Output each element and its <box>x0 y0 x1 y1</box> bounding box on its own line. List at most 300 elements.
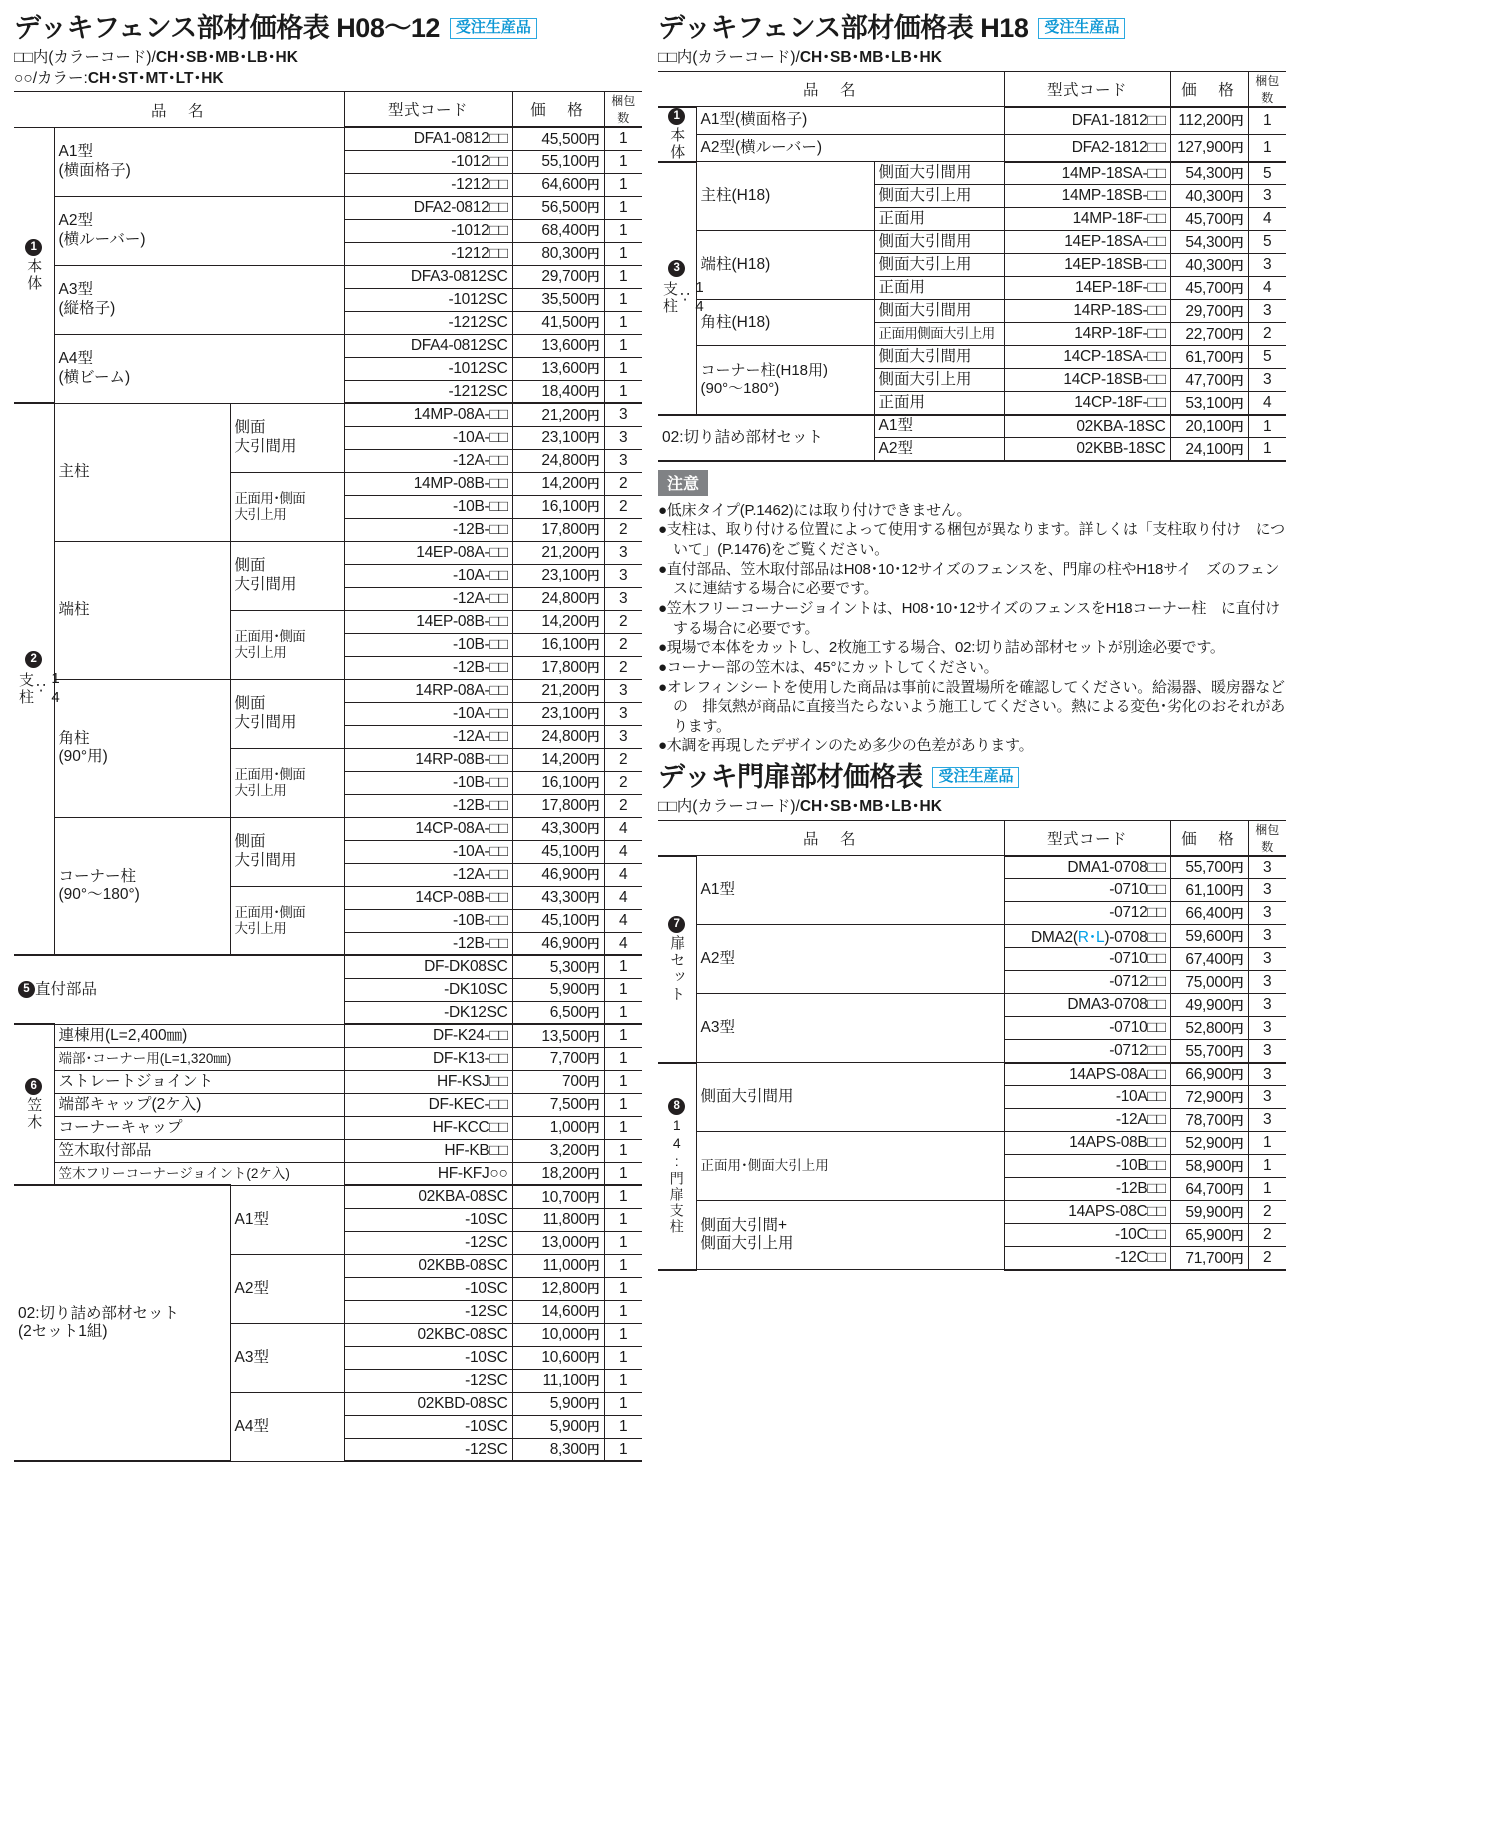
trim-set-type-cell: A2型 <box>874 438 1004 461</box>
table-row <box>658 1132 1286 1155</box>
direct-mount-name-cell <box>14 955 344 1024</box>
door-set-group-cell <box>658 856 696 1063</box>
col-header-qty: 梱包数 <box>1248 820 1286 856</box>
caution-item: ●コーナー部の笠木は、45°にカットしてください。 <box>658 658 999 676</box>
yen-unit: 円 <box>587 293 600 308</box>
model-code-cell: HF-KFJ○○ <box>344 1162 512 1185</box>
model-code-cell: -10SC <box>344 1346 512 1369</box>
model-code-cell: -12B-□□ <box>344 518 512 541</box>
yen-unit: 円 <box>1231 189 1244 204</box>
price-cell: 43,300円 <box>512 886 604 909</box>
pillar-usage-cell: 側面大引上用 <box>874 185 1004 208</box>
price-cell: 66,900円 <box>1170 1063 1248 1086</box>
package-qty-cell: 3 <box>604 403 642 426</box>
price-cell: 14,200円 <box>512 472 604 495</box>
model-code-cell: -10A-□□ <box>344 564 512 587</box>
price-cell: 45,100円 <box>512 909 604 932</box>
model-code-cell: -1012□□ <box>344 219 512 242</box>
product-name-cell: A4型 (横ビーム) <box>54 334 344 403</box>
model-code-cell: -12A-□□ <box>344 725 512 748</box>
package-qty-cell: 2 <box>1248 1201 1286 1224</box>
package-qty-cell: 3 <box>1248 1040 1286 1063</box>
price-cell: 67,400円 <box>1170 948 1248 971</box>
group-number-badge: 3 <box>668 260 685 277</box>
package-qty-cell: 3 <box>604 564 642 587</box>
col-header-name: 品 名 <box>14 92 344 128</box>
price-cell: 43,300円 <box>512 817 604 840</box>
yen-unit: 円 <box>587 1328 600 1343</box>
col-header-price: 価 格 <box>1170 71 1248 107</box>
model-code-cell: -12B-□□ <box>344 932 512 955</box>
package-qty-cell: 3 <box>1248 300 1286 323</box>
model-code-cell: 14MP-08A-□□ <box>344 403 512 426</box>
table-row <box>658 107 1286 135</box>
yen-unit: 円 <box>587 270 600 285</box>
color-note-r-plain: □□内(カラーコード)/ <box>658 49 800 67</box>
package-qty-cell: 3 <box>604 725 642 748</box>
yen-unit: 円 <box>587 569 600 584</box>
yen-unit: 円 <box>1231 1136 1244 1151</box>
group-label-cell <box>658 107 696 162</box>
price-cell: 55,700円 <box>1170 856 1248 879</box>
yen-unit: 円 <box>587 316 600 331</box>
price-cell: 11,800円 <box>512 1208 604 1231</box>
price-cell: 64,700円 <box>1170 1178 1248 1201</box>
yen-unit: 円 <box>1231 883 1244 898</box>
price-cell: 64,600円 <box>512 173 604 196</box>
package-qty-cell: 2 <box>604 518 642 541</box>
yen-unit: 円 <box>587 1098 600 1113</box>
col-header-price: 価 格 <box>1170 820 1248 856</box>
yen-unit: 円 <box>1231 396 1244 411</box>
model-code-cell: -1012SC <box>344 288 512 311</box>
model-code-cell: -1012□□ <box>344 150 512 173</box>
yen-unit: 円 <box>1231 258 1244 273</box>
table-row <box>658 1063 1286 1086</box>
model-code-cell: -1012SC <box>344 357 512 380</box>
pillar-usage-cell: 側面大引間用 <box>874 300 1004 323</box>
yen-unit: 円 <box>587 1397 600 1412</box>
model-code-cell: DFA2-0812□□ <box>344 196 512 219</box>
pillar-usage-cell: 正面用･側面 大引上用 <box>230 472 344 541</box>
col-header-name: 品 名 <box>658 71 1004 107</box>
package-qty-cell: 3 <box>604 449 642 472</box>
table-row <box>658 346 1286 369</box>
yen-unit: 円 <box>587 799 600 814</box>
package-qty-cell: 4 <box>604 863 642 886</box>
model-code-cell: 02KBA-18SC <box>1004 415 1170 438</box>
door-type-cell: A2型 <box>696 925 1004 994</box>
package-qty-cell: 3 <box>1248 902 1286 925</box>
pillar-name-cell: コーナー柱 (90°〜180°) <box>54 817 230 955</box>
model-code-cell: 14EP-18F-□□ <box>1004 277 1170 300</box>
yen-unit: 円 <box>587 1029 600 1044</box>
yen-unit: 円 <box>587 730 600 745</box>
model-code-cell: -DK12SC <box>344 1001 512 1024</box>
package-qty-cell: 2 <box>604 610 642 633</box>
code-rl-marker: R･L <box>1077 929 1105 947</box>
package-qty-cell: 3 <box>1248 879 1286 902</box>
pillar-usage-cell: 正面用･側面 大引上用 <box>230 748 344 817</box>
trim-set-type-cell: A4型 <box>230 1392 344 1461</box>
model-code-cell: -0712□□ <box>1004 1040 1170 1063</box>
package-qty-cell: 1 <box>604 311 642 334</box>
price-cell: 6,500円 <box>512 1001 604 1024</box>
model-code-cell: -0710□□ <box>1004 948 1170 971</box>
yen-unit: 円 <box>587 960 600 975</box>
yen-unit: 円 <box>1231 281 1244 296</box>
package-qty-cell: 3 <box>1248 1109 1286 1132</box>
caution-item: ●現場で本体をカットし、2枚施工する場合、02:切り詰め部材セットが別途必要です。 <box>658 639 1225 657</box>
model-code-cell: -12SC <box>344 1438 512 1461</box>
pillar-usage-cell: 側面大引間用 <box>874 231 1004 254</box>
price-cell: 24,800円 <box>512 725 604 748</box>
price-cell: 40,300円 <box>1170 185 1248 208</box>
package-qty-cell: 2 <box>604 633 642 656</box>
color-code-note-left <box>14 48 642 89</box>
model-code-cell: 02KBC-08SC <box>344 1323 512 1346</box>
model-code-cell: 14RP-18F-□□ <box>1004 323 1170 346</box>
price-cell: 16,100円 <box>512 771 604 794</box>
package-qty-cell: 1 <box>604 1162 642 1185</box>
package-qty-cell: 4 <box>1248 208 1286 231</box>
package-qty-cell: 4 <box>604 817 642 840</box>
yen-unit: 円 <box>587 707 600 722</box>
model-code-cell: DMA1-0708□□ <box>1004 856 1170 879</box>
table-row <box>14 1093 642 1116</box>
model-code-cell: 14MP-08B-□□ <box>344 472 512 495</box>
package-qty-cell: 4 <box>604 932 642 955</box>
package-qty-cell: 3 <box>604 541 642 564</box>
yen-unit: 円 <box>587 1190 600 1205</box>
table-row <box>658 1201 1286 1224</box>
price-cell: 17,800円 <box>512 656 604 679</box>
group-label-cell <box>14 1024 54 1185</box>
yen-unit: 円 <box>587 1351 600 1366</box>
color-code-note-gate <box>658 797 1286 817</box>
table-row <box>658 925 1286 948</box>
price-cell: 112,200円 <box>1170 107 1248 135</box>
pillar-name-cell: 主柱(H18) <box>696 162 874 231</box>
model-code-cell: -1212□□ <box>344 173 512 196</box>
package-qty-cell: 2 <box>604 656 642 679</box>
yen-unit: 円 <box>587 155 600 170</box>
yen-unit: 円 <box>1231 861 1244 876</box>
package-qty-cell: 1 <box>604 955 642 978</box>
product-name-cell: A2型(横ルーバー) <box>696 134 1004 162</box>
price-cell: 13,000円 <box>512 1231 604 1254</box>
package-qty-cell: 3 <box>1248 948 1286 971</box>
package-qty-cell: 3 <box>1248 925 1286 948</box>
price-cell: 14,200円 <box>512 748 604 771</box>
model-code-cell: -12A-□□ <box>344 587 512 610</box>
package-qty-cell: 4 <box>1248 392 1286 415</box>
pillar-name-cell: コーナー柱(H18用) (90°〜180°) <box>696 346 874 415</box>
yen-unit: 円 <box>1231 1205 1244 1220</box>
price-cell: 23,100円 <box>512 702 604 725</box>
package-qty-cell: 3 <box>1248 1063 1286 1086</box>
model-code-cell: DF-K13-□□ <box>344 1047 512 1070</box>
price-cell: 49,900円 <box>1170 994 1248 1017</box>
product-name-cell: A1型(横面格子) <box>696 107 1004 135</box>
yen-unit: 円 <box>1231 998 1244 1013</box>
package-qty-cell: 4 <box>604 840 642 863</box>
pillar-usage-cell: 側面大引間用 <box>874 162 1004 185</box>
pillar-usage-cell: 正面用･側面 大引上用 <box>230 610 344 679</box>
table-row <box>14 1185 642 1208</box>
model-code-cell: -10A-□□ <box>344 426 512 449</box>
price-cell: 11,100円 <box>512 1369 604 1392</box>
package-qty-cell: 1 <box>604 242 642 265</box>
model-code-cell: -12A-□□ <box>344 863 512 886</box>
package-qty-cell: 2 <box>1248 1247 1286 1270</box>
table-row <box>14 265 642 288</box>
price-cell: 40,300円 <box>1170 254 1248 277</box>
yen-unit: 円 <box>587 247 600 262</box>
package-qty-cell: 1 <box>604 1415 642 1438</box>
package-qty-cell: 4 <box>604 886 642 909</box>
yen-unit: 円 <box>587 132 600 147</box>
price-cell: 7,700円 <box>512 1047 604 1070</box>
package-qty-cell: 1 <box>604 1231 642 1254</box>
yen-unit: 円 <box>587 546 600 561</box>
package-qty-cell: 5 <box>1248 231 1286 254</box>
model-code-cell: 02KBA-08SC <box>344 1185 512 1208</box>
yen-unit: 円 <box>587 1282 600 1297</box>
group-number-badge: 6 <box>25 1078 42 1095</box>
right-column <box>658 14 1286 1462</box>
price-cell: 24,100円 <box>1170 438 1248 461</box>
color-note-1-plain: □□内(カラーコード)/ <box>14 49 156 67</box>
table-row <box>14 1139 642 1162</box>
col-header-code: 型式コード <box>1004 71 1170 107</box>
col-header-qty: 梱包数 <box>1248 71 1286 107</box>
trim-set-type-cell: A1型 <box>230 1185 344 1254</box>
model-code-cell: 14EP-18SA-□□ <box>1004 231 1170 254</box>
model-code-cell: -10A-□□ <box>344 840 512 863</box>
price-cell: 52,800円 <box>1170 1017 1248 1040</box>
model-code-cell: 14MP-18SB-□□ <box>1004 185 1170 208</box>
package-qty-cell: 2 <box>1248 1224 1286 1247</box>
color-note-g-plain: □□内(カラーコード)/ <box>658 798 800 816</box>
price-cell: 16,100円 <box>512 495 604 518</box>
package-qty-cell: 1 <box>604 334 642 357</box>
table-header-row <box>658 71 1286 107</box>
model-code-cell: 14MP-18SA-□□ <box>1004 162 1170 185</box>
model-code-cell: -10SC <box>344 1208 512 1231</box>
model-code-cell: -12A□□ <box>1004 1109 1170 1132</box>
gate-post-usage-cell: 側面大引間用 <box>696 1063 1004 1132</box>
price-cell: 78,700円 <box>1170 1109 1248 1132</box>
trim-set-name-cell: 02:切り詰め部材セット (2セット1組) <box>14 1185 230 1461</box>
caution-item: ●直付部品、笠木取付部品はH08･10･12サイズのフェンスを、門扉の柱やH18サイ ズのフェンスに連結する場合に必要です。 <box>658 560 1280 598</box>
color-note-1-bold: CH･SB･MB･LB･HK <box>155 49 298 67</box>
price-cell: 46,900円 <box>512 932 604 955</box>
model-code-cell: -10B□□ <box>1004 1155 1170 1178</box>
model-code-cell: -1212SC <box>344 311 512 334</box>
package-qty-cell: 1 <box>604 1277 642 1300</box>
door-type-cell: A3型 <box>696 994 1004 1063</box>
model-code-cell: DMA3-0708□□ <box>1004 994 1170 1017</box>
pillar-name-cell: 端柱 <box>54 541 230 679</box>
model-code-cell: 14EP-18SB-□□ <box>1004 254 1170 277</box>
yen-unit: 円 <box>587 822 600 837</box>
yen-unit: 円 <box>587 1121 600 1136</box>
package-qty-cell: 1 <box>604 1438 642 1461</box>
price-cell: 5,900円 <box>512 1415 604 1438</box>
model-code-cell: -0710□□ <box>1004 879 1170 902</box>
price-cell: 13,600円 <box>512 334 604 357</box>
gate-price-table <box>658 820 1286 1271</box>
yen-unit: 円 <box>587 1213 600 1228</box>
yen-unit: 円 <box>587 408 600 423</box>
page-title-right: デッキフェンス部材価格表 H18 <box>658 13 1029 43</box>
left-table-heading <box>14 14 642 42</box>
package-qty-cell: 3 <box>1248 185 1286 208</box>
yen-unit: 円 <box>587 1167 600 1181</box>
door-set-label: 扉セット <box>668 934 686 1003</box>
price-cell: 22,700円 <box>1170 323 1248 346</box>
table-row <box>14 403 642 426</box>
price-cell: 24,800円 <box>512 449 604 472</box>
package-qty-cell: 4 <box>1248 277 1286 300</box>
price-cell: 47,700円 <box>1170 369 1248 392</box>
yen-unit: 円 <box>587 1305 600 1320</box>
yen-unit: 円 <box>587 937 600 951</box>
price-cell: 127,900円 <box>1170 134 1248 162</box>
caution-tag: 注意 <box>658 470 708 496</box>
yen-unit: 円 <box>587 1006 600 1020</box>
door-type-cell: A1型 <box>696 856 1004 925</box>
package-qty-cell: 3 <box>604 679 642 702</box>
yen-unit: 円 <box>587 684 600 699</box>
model-code-cell: DMA2(R･L)-0708□□ <box>1004 925 1170 948</box>
price-cell: 12,800円 <box>512 1277 604 1300</box>
table-header-row <box>658 820 1286 856</box>
pillar-usage-cell: 側面大引上用 <box>874 369 1004 392</box>
model-code-cell: DF-K24-□□ <box>344 1024 512 1047</box>
yen-unit: 円 <box>587 178 600 193</box>
model-code-cell: 14APS-08C□□ <box>1004 1201 1170 1224</box>
yen-unit: 円 <box>587 201 600 216</box>
yen-unit: 円 <box>1231 420 1244 435</box>
yen-unit: 円 <box>587 1259 600 1274</box>
package-qty-cell: 3 <box>604 587 642 610</box>
model-code-cell: DFA1-0812□□ <box>344 127 512 150</box>
yen-unit: 円 <box>587 431 600 446</box>
package-qty-cell: 1 <box>604 1392 642 1415</box>
package-qty-cell: 1 <box>604 1070 642 1093</box>
col-header-qty: 梱包数 <box>604 92 642 128</box>
yen-unit: 円 <box>1231 1021 1244 1036</box>
yen-unit: 円 <box>587 776 600 791</box>
price-cell: 54,300円 <box>1170 162 1248 185</box>
price-cell: 23,100円 <box>512 564 604 587</box>
price-cell: 21,200円 <box>512 541 604 564</box>
package-qty-cell: 1 <box>604 173 642 196</box>
model-code-cell: 14MP-18F-□□ <box>1004 208 1170 231</box>
direct-mount-label: 直付部品 <box>35 980 98 998</box>
caution-item: ●オレフィンシートを使用した商品は事前に設置場所を確認してください。給湯器、暖房器などの 排気熱が商品に直接当たらないよう施工してください。熱による変色･劣化のおそれがあります。 <box>658 678 1286 735</box>
kasagi-name-cell: 笠木フリーコーナージョイント(2ケ入) <box>54 1162 344 1185</box>
pillar-name-cell: 端柱(H18) <box>696 231 874 300</box>
price-cell: 65,900円 <box>1170 1224 1248 1247</box>
model-code-cell: -10B-□□ <box>344 909 512 932</box>
yen-unit: 円 <box>587 500 600 515</box>
package-qty-cell: 3 <box>1248 369 1286 392</box>
price-cell: 29,700円 <box>1170 300 1248 323</box>
price-cell: 53,100円 <box>1170 392 1248 415</box>
yen-unit: 円 <box>1231 975 1244 990</box>
yen-unit: 円 <box>587 477 600 492</box>
price-cell: 45,500円 <box>512 127 604 150</box>
package-qty-cell: 1 <box>1248 415 1286 438</box>
group-label-text: 本体 <box>668 126 686 161</box>
model-code-cell: DFA1-1812□□ <box>1004 107 1170 135</box>
group-number-badge: 8 <box>668 1098 685 1115</box>
color-note-2-bold: CH･ST･MT･LT･HK <box>87 69 224 87</box>
yen-unit: 円 <box>587 1374 600 1389</box>
model-code-cell: 14CP-18SB-□□ <box>1004 369 1170 392</box>
model-code-cell: -12SC <box>344 1231 512 1254</box>
table-row <box>14 541 642 564</box>
price-cell: 66,400円 <box>1170 902 1248 925</box>
price-cell: 13,600円 <box>512 357 604 380</box>
yen-unit: 円 <box>1231 1113 1244 1128</box>
price-cell: 3,200円 <box>512 1139 604 1162</box>
table-row <box>14 334 642 357</box>
price-cell: 10,600円 <box>512 1346 604 1369</box>
yen-unit: 円 <box>587 615 600 630</box>
group-number-badge: 1 <box>668 108 685 125</box>
table-row <box>14 955 642 978</box>
package-qty-cell: 1 <box>604 265 642 288</box>
package-qty-cell: 2 <box>604 495 642 518</box>
yen-unit: 円 <box>587 385 600 399</box>
product-name-cell: A3型 (縦格子) <box>54 265 344 334</box>
gate-post-usage-cell: 側面大引間+ 側面大引上用 <box>696 1201 1004 1270</box>
model-code-cell: DF-KEC-□□ <box>344 1093 512 1116</box>
model-code-cell: 14RP-08A-□□ <box>344 679 512 702</box>
color-note-2-plain: ○○/カラー: <box>14 69 88 87</box>
package-qty-cell: 1 <box>604 1185 642 1208</box>
caution-list <box>658 501 1286 756</box>
trim-set-type-cell: A2型 <box>230 1254 344 1323</box>
model-code-cell: 02KBB-18SC <box>1004 438 1170 461</box>
price-cell: 75,000円 <box>1170 971 1248 994</box>
price-cell: 1,000円 <box>512 1116 604 1139</box>
table-row <box>14 1024 642 1047</box>
model-code-cell: -10B-□□ <box>344 771 512 794</box>
package-qty-cell: 1 <box>604 1208 642 1231</box>
price-cell: 24,800円 <box>512 587 604 610</box>
yen-unit: 円 <box>1231 304 1244 319</box>
yen-unit: 円 <box>587 891 600 906</box>
package-qty-cell: 1 <box>604 1116 642 1139</box>
h18-price-table <box>658 71 1286 462</box>
package-qty-cell: 1 <box>604 1024 642 1047</box>
package-qty-cell: 5 <box>1248 346 1286 369</box>
model-code-cell: 14CP-18F-□□ <box>1004 392 1170 415</box>
yen-unit: 円 <box>1231 1182 1244 1197</box>
package-qty-cell: 1 <box>604 288 642 311</box>
yen-unit: 円 <box>587 1144 600 1159</box>
model-code-cell: -1212□□ <box>344 242 512 265</box>
table-row <box>14 1047 642 1070</box>
yen-unit: 円 <box>587 1420 600 1435</box>
model-code-cell: 14EP-08A-□□ <box>344 541 512 564</box>
group-label-cell <box>658 162 708 415</box>
